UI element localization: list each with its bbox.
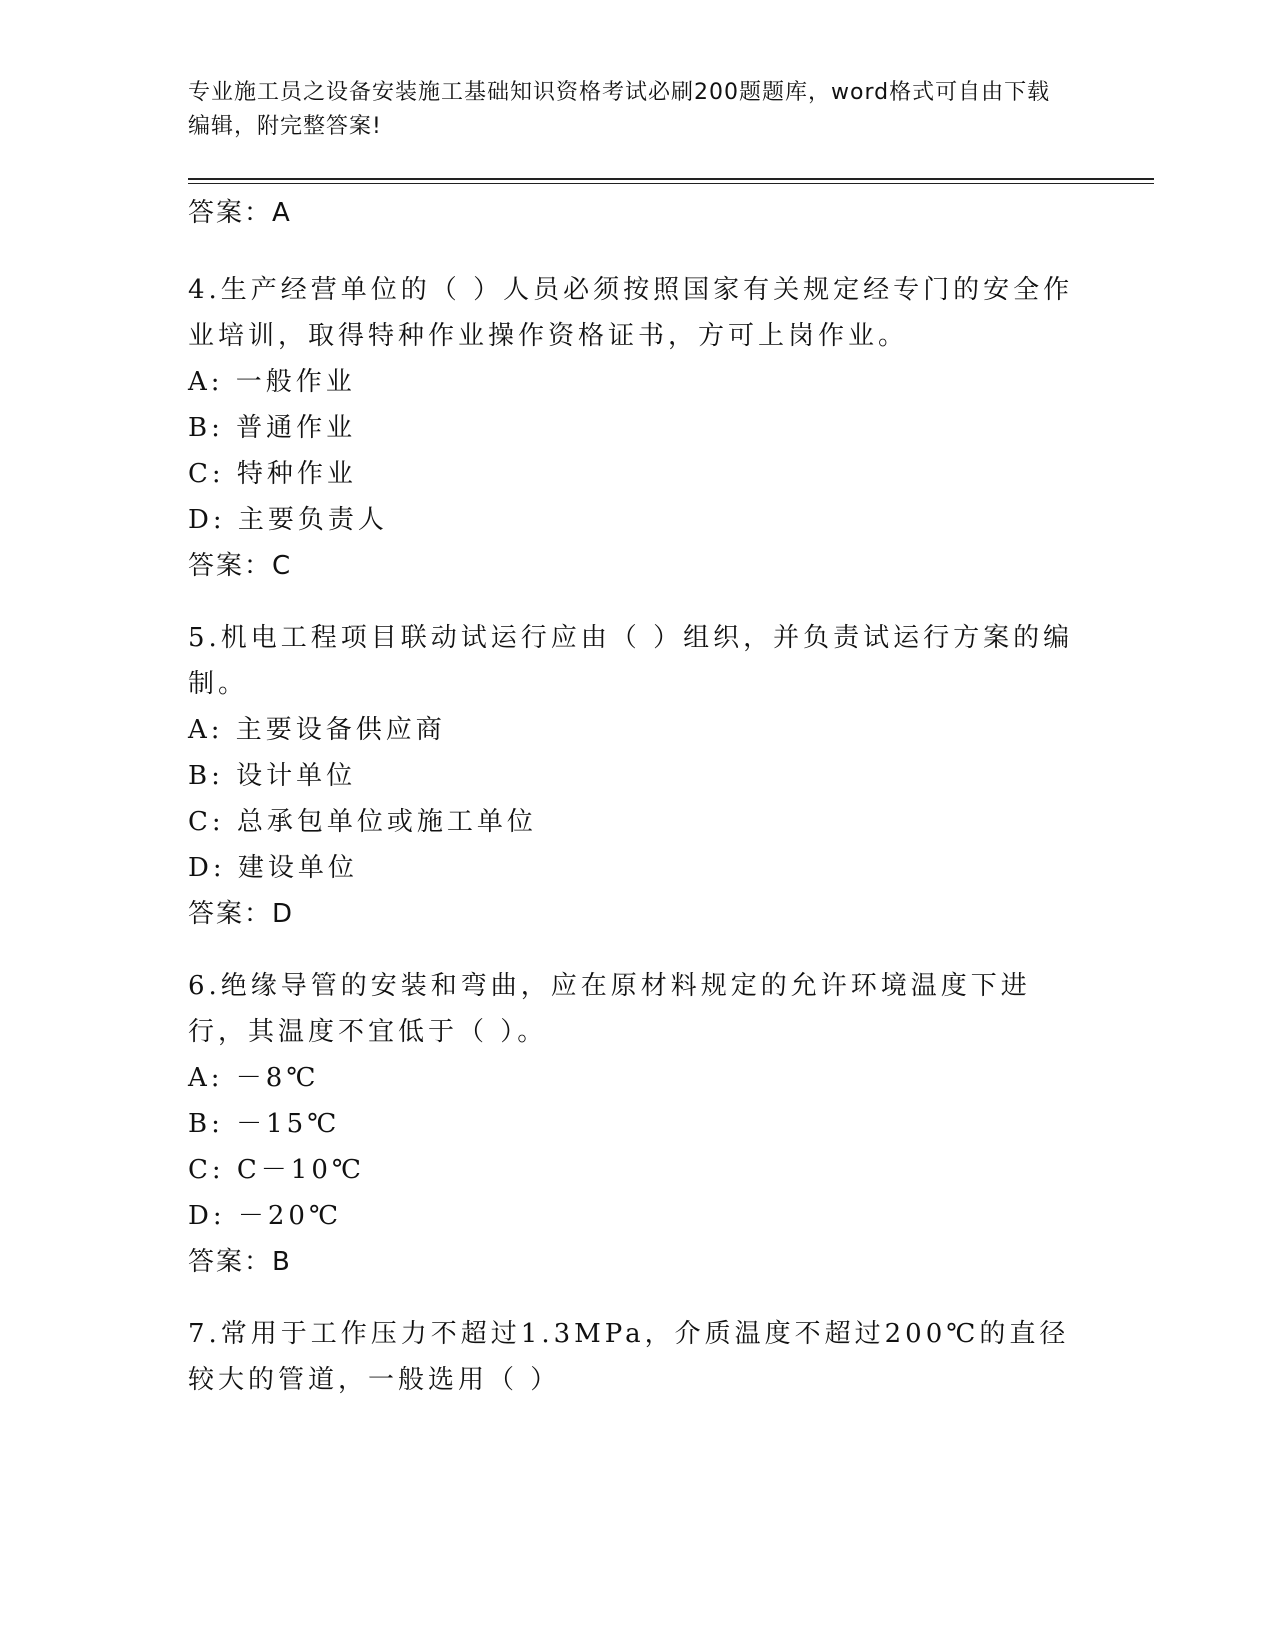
option-b: B: 普通作业 xyxy=(188,413,357,443)
question-text: 5.机电工程项目联动试运行应由（ ）组织，并负责试运行方案的编制。 xyxy=(188,623,1074,699)
option-b: B: －15℃ xyxy=(188,1109,341,1139)
header-divider xyxy=(188,178,1154,180)
answer-line: 答案：C xyxy=(188,551,293,581)
header-divider-thin xyxy=(188,183,1154,184)
option-c: C: C－10℃ xyxy=(188,1155,365,1185)
option-a: A: －8℃ xyxy=(188,1063,320,1093)
question-4 xyxy=(188,267,1088,589)
document-header: 专业施工员之设备安装施工基础知识资格考试必刷200题题库，word格式可自由下载编辑，附完整答案! xyxy=(188,80,1051,139)
option-d: D: 建设单位 xyxy=(188,853,358,883)
question-5 xyxy=(188,615,1088,937)
option-a: A: 主要设备供应商 xyxy=(188,715,446,745)
option-d: D: －20℃ xyxy=(188,1201,343,1231)
option-b: B: 设计单位 xyxy=(188,761,357,791)
option-c: C: 总承包单位或施工单位 xyxy=(188,807,537,837)
question-text: 4.生产经营单位的（ ）人员必须按照国家有关规定经专门的安全作业培训，取得特种作业操作资格证书，方可上岗作业。 xyxy=(188,275,1074,351)
option-a: A: 一般作业 xyxy=(188,367,356,397)
question-6 xyxy=(188,963,1088,1285)
option-d: D: 主要负责人 xyxy=(188,505,388,535)
question-7 xyxy=(188,1311,1088,1403)
answer-line: 答案：A xyxy=(188,198,292,228)
answer-line: 答案：B xyxy=(188,1247,292,1277)
option-c: C: 特种作业 xyxy=(188,459,357,489)
question-text: 7.常用于工作压力不超过1.3MPa，介质温度不超过200℃的直径较大的管道，一般选用（ ） xyxy=(188,1319,1070,1395)
answer-line: 答案：D xyxy=(188,899,295,929)
question-text: 6.绝缘导管的安装和弯曲，应在原材料规定的允许环境温度下进行，其温度不宜低于（ ）。 xyxy=(188,971,1031,1047)
